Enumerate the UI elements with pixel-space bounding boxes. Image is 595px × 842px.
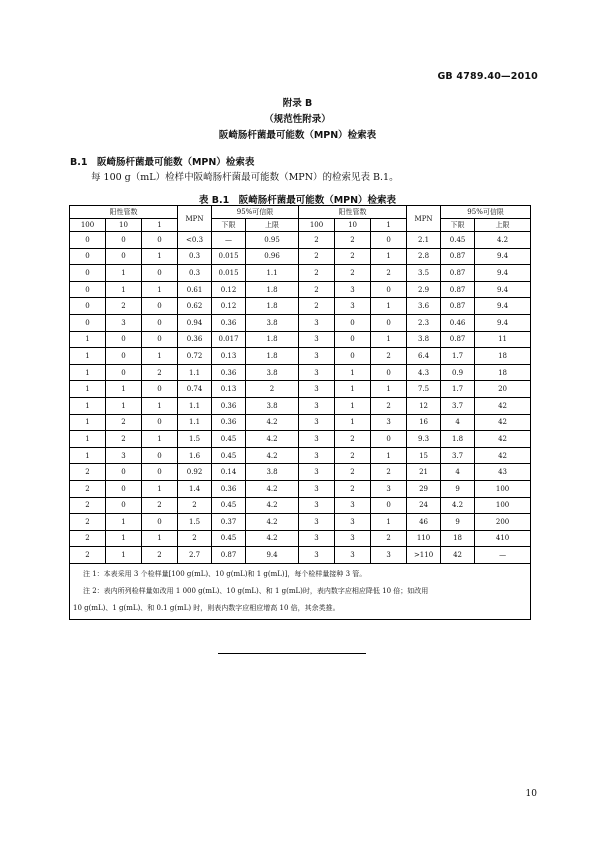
table-cell: 2 — [299, 265, 335, 282]
table-cell: 3 — [299, 514, 335, 531]
table-cell: 100 — [475, 480, 531, 497]
table-row — [70, 364, 531, 381]
table-cell: 2 — [70, 497, 106, 514]
table-cell: 29 — [407, 480, 441, 497]
table-row — [70, 431, 531, 448]
table-cell: 2 — [335, 265, 371, 282]
table-cell: 0 — [371, 431, 407, 448]
table-cell: 2 — [371, 397, 407, 414]
table-cell: 0.61 — [178, 281, 212, 298]
table-cell: 1 — [142, 480, 178, 497]
table-cell: 3 — [335, 547, 371, 564]
table-cell: 1.1 — [178, 397, 212, 414]
table-cell: 2.7 — [178, 547, 212, 564]
table-cell: 0.72 — [178, 348, 212, 365]
table-cell: 0.9 — [441, 364, 475, 381]
page-number: 10 — [525, 789, 537, 799]
table-cell: 1 — [335, 397, 371, 414]
table-cell: 1 — [142, 348, 178, 365]
table-cell: 3 — [299, 431, 335, 448]
table-cell: 2 — [335, 232, 371, 249]
table-cell: 0 — [142, 298, 178, 315]
table-cell: 3.8 — [246, 314, 299, 331]
table-row — [70, 248, 531, 265]
mpn-header: MPN — [178, 206, 212, 232]
table-cell: 3 — [371, 480, 407, 497]
table-cell: 3 — [299, 547, 335, 564]
table-cell: 1 — [371, 248, 407, 265]
table-cell: 43 — [475, 464, 531, 481]
table-cell: 0.45 — [212, 497, 246, 514]
table-cell: 1 — [142, 248, 178, 265]
dilution-header: 100 — [299, 219, 335, 232]
table-cell: 42 — [441, 547, 475, 564]
lower-limit-header: 下限 — [212, 219, 246, 232]
table-cell: 4.2 — [246, 497, 299, 514]
table-cell: 0 — [142, 265, 178, 282]
table-cell: 0.87 — [441, 298, 475, 315]
table-cell: 2.8 — [407, 248, 441, 265]
table-cell: 6.4 — [407, 348, 441, 365]
table-cell: 1.8 — [246, 331, 299, 348]
table-cell: 1 — [70, 414, 106, 431]
table-cell: 3 — [106, 447, 142, 464]
table-cell: 3.5 — [407, 265, 441, 282]
table-cell: 1 — [70, 364, 106, 381]
table-row — [70, 547, 531, 564]
table-cell: 3.8 — [246, 397, 299, 414]
table-cell: 0 — [70, 248, 106, 265]
table-notes — [70, 563, 531, 619]
table-cell: 110 — [407, 530, 441, 547]
table-cell: — — [475, 547, 531, 564]
table-cell: 3.6 — [407, 298, 441, 315]
table-cell: 9.4 — [475, 248, 531, 265]
table-cell: 0 — [335, 348, 371, 365]
table-cell: 0 — [106, 464, 142, 481]
table-cell: 0 — [142, 414, 178, 431]
table-cell: 0 — [371, 364, 407, 381]
table-cell: 0 — [371, 497, 407, 514]
table-cell: 9 — [441, 480, 475, 497]
table-cell: 3 — [335, 298, 371, 315]
table-cell: 0.87 — [441, 281, 475, 298]
table-cell: 0 — [142, 331, 178, 348]
table-cell: 1 — [70, 431, 106, 448]
table-cell: 2 — [299, 248, 335, 265]
table-cell: 4 — [441, 464, 475, 481]
table-cell: 0.13 — [212, 348, 246, 365]
table-cell: 4.2 — [246, 447, 299, 464]
table-cell: 0.62 — [178, 298, 212, 315]
table-cell: 4 — [441, 414, 475, 431]
upper-limit-header: 上限 — [246, 219, 299, 232]
table-cell: 1 — [106, 381, 142, 398]
table-cell: 3 — [299, 464, 335, 481]
ci-header: 95%可信限 — [212, 206, 299, 219]
table-cell: 0 — [106, 232, 142, 249]
table-cell: 2 — [178, 530, 212, 547]
table-cell: 9.3 — [407, 431, 441, 448]
table-cell: 3.8 — [246, 364, 299, 381]
table-row — [70, 397, 531, 414]
table-cell: 1 — [371, 514, 407, 531]
table-cell: 7.5 — [407, 381, 441, 398]
table-row — [70, 281, 531, 298]
table-cell: 0.017 — [212, 331, 246, 348]
table-cell: 3 — [299, 314, 335, 331]
table-cell: 2 — [106, 414, 142, 431]
table-cell: 0.95 — [246, 232, 299, 249]
table-cell: 21 — [407, 464, 441, 481]
table-cell: 3.8 — [246, 464, 299, 481]
table-cell: 0.36 — [212, 414, 246, 431]
table-cell: 3 — [299, 447, 335, 464]
table-cell: 1.7 — [441, 381, 475, 398]
table-cell: 2 — [371, 348, 407, 365]
table-cell: 0 — [142, 381, 178, 398]
appendix-type: （规范性附录） — [264, 114, 331, 125]
table-cell: 2 — [70, 480, 106, 497]
table-cell: 3.7 — [441, 397, 475, 414]
table-cell: 0 — [371, 281, 407, 298]
table-cell: 9.4 — [246, 547, 299, 564]
table-row — [70, 265, 531, 282]
table-cell: 2 — [70, 464, 106, 481]
table-cell: 3 — [299, 331, 335, 348]
table-cell: 9.4 — [475, 281, 531, 298]
table-cell: 1 — [335, 364, 371, 381]
dilution-header: 1 — [371, 219, 407, 232]
table-cell: 0.12 — [212, 298, 246, 315]
table-row — [70, 348, 531, 365]
table-row — [70, 530, 531, 547]
table-cell: 1.7 — [441, 348, 475, 365]
table-cell: 3 — [335, 497, 371, 514]
dilution-header: 100 — [70, 219, 106, 232]
table-cell: 3 — [335, 514, 371, 531]
table-cell: 3 — [299, 397, 335, 414]
table-cell: 2.9 — [407, 281, 441, 298]
table-cell: 1 — [335, 414, 371, 431]
table-cell: 2 — [142, 547, 178, 564]
section-text: 每 100 g（mL）检样中阪崎肠杆菌最可能数（MPN）的检索见表 B.1。 — [91, 172, 399, 183]
table-cell: 0 — [70, 281, 106, 298]
table-cell: 3 — [371, 547, 407, 564]
table-cell: 3 — [106, 314, 142, 331]
table-cell: 0.015 — [212, 248, 246, 265]
table-cell: 1.8 — [441, 431, 475, 448]
table-cell: 2 — [335, 447, 371, 464]
table-cell: 46 — [407, 514, 441, 531]
table-row — [70, 381, 531, 398]
table-cell: 2.1 — [407, 232, 441, 249]
table-cell: 0.46 — [441, 314, 475, 331]
ci-header: 95%可信限 — [441, 206, 531, 219]
table-cell: 4.2 — [246, 414, 299, 431]
table-cell: 0.92 — [178, 464, 212, 481]
table-cell: 18 — [475, 348, 531, 365]
table-cell: 1 — [106, 514, 142, 531]
table-cell: 1.5 — [178, 431, 212, 448]
table-cell: 42 — [475, 397, 531, 414]
table-cell: 1 — [142, 431, 178, 448]
table-cell: 1 — [371, 381, 407, 398]
table-cell: 3 — [299, 348, 335, 365]
table-cell: 18 — [441, 530, 475, 547]
table-cell: 1.6 — [178, 447, 212, 464]
table-cell: 3 — [371, 414, 407, 431]
table-cell: 0.14 — [212, 464, 246, 481]
table-cell: 2 — [142, 364, 178, 381]
table-cell: 0 — [106, 364, 142, 381]
table-cell: 0 — [70, 298, 106, 315]
table-cell: 4.2 — [246, 431, 299, 448]
table-cell: 0 — [142, 314, 178, 331]
table-cell: 1 — [142, 530, 178, 547]
table-cell: 0.96 — [246, 248, 299, 265]
positive-tubes-header: 阳性管数 — [299, 206, 407, 219]
table-cell: 1 — [142, 281, 178, 298]
table-cell: 2 — [335, 464, 371, 481]
appendix-subtitle: 阪崎肠杆菌最可能数（MPN）检索表 — [218, 130, 377, 141]
table-cell: 1 — [106, 281, 142, 298]
table-cell: 200 — [475, 514, 531, 531]
table-cell: 2 — [70, 547, 106, 564]
dilution-header: 10 — [335, 219, 371, 232]
table-cell: 2 — [371, 265, 407, 282]
dilution-header: 10 — [106, 219, 142, 232]
table-cell: 0.45 — [441, 232, 475, 249]
table-cell: 0.87 — [441, 248, 475, 265]
note-2: 注 2：表内所列检样量如改用 1 000 g(mL)、10 g(mL)、和 1 g(mL)时，表内数字应相应降低 10 倍；如改用 — [83, 586, 429, 595]
upper-limit-header: 上限 — [475, 219, 531, 232]
table-cell: 3.8 — [407, 331, 441, 348]
table-cell: >110 — [407, 547, 441, 564]
table-cell: 0 — [106, 497, 142, 514]
table-cell: 4.2 — [246, 530, 299, 547]
table-cell: 0 — [142, 232, 178, 249]
table-cell: 2 — [299, 298, 335, 315]
table-cell: 9.4 — [475, 314, 531, 331]
table-cell: 0.3 — [178, 248, 212, 265]
positive-tubes-header: 阳性管数 — [70, 206, 178, 219]
table-cell: 0.45 — [212, 447, 246, 464]
table-cell: 0.13 — [212, 381, 246, 398]
table-cell: <0.3 — [178, 232, 212, 249]
table-cell: 2 — [142, 497, 178, 514]
table-cell: 0 — [142, 464, 178, 481]
table-cell: 0.36 — [212, 364, 246, 381]
table-cell: 20 — [475, 381, 531, 398]
table-cell: 0.87 — [441, 331, 475, 348]
table-cell: 0 — [70, 265, 106, 282]
table-cell: 1.4 — [178, 480, 212, 497]
table-body — [70, 232, 531, 564]
table-cell: 0.94 — [178, 314, 212, 331]
table-cell: 1.5 — [178, 514, 212, 531]
table-cell: 2 — [70, 514, 106, 531]
table-cell: 0 — [70, 232, 106, 249]
table-cell: 1.8 — [246, 348, 299, 365]
table-cell: 42 — [475, 414, 531, 431]
table-cell: 3 — [299, 530, 335, 547]
table-row — [70, 298, 531, 315]
table-cell: 12 — [407, 397, 441, 414]
table-cell: 0 — [371, 232, 407, 249]
footnote-rule — [218, 653, 366, 654]
table-row — [70, 331, 531, 348]
table-cell: 3 — [335, 281, 371, 298]
table-cell: 0.3 — [178, 265, 212, 282]
table-cell: 1 — [142, 397, 178, 414]
table-cell: 0 — [106, 248, 142, 265]
table-cell: 0.12 — [212, 281, 246, 298]
table-cell: 1 — [371, 298, 407, 315]
table-cell: 2 — [299, 232, 335, 249]
table-cell: 3 — [299, 381, 335, 398]
table-cell: 0.37 — [212, 514, 246, 531]
table-cell: 1.1 — [178, 414, 212, 431]
table-cell: 1 — [106, 530, 142, 547]
table-cell: 0.45 — [212, 431, 246, 448]
table-row — [70, 414, 531, 431]
table-cell: 2 — [371, 530, 407, 547]
table-cell: 0.36 — [212, 480, 246, 497]
table-cell: 0.74 — [178, 381, 212, 398]
note-2-cont: 10 g(mL)、1 g(mL)、和 0.1 g(mL) 时，则表内数字应相应增高 10 倍，其余类推。 — [73, 603, 340, 612]
table-cell: 1 — [371, 447, 407, 464]
table-cell: 15 — [407, 447, 441, 464]
table-row — [70, 514, 531, 531]
table-cell: 4.2 — [475, 232, 531, 249]
table-cell: 0 — [106, 348, 142, 365]
table-cell: 9.4 — [475, 265, 531, 282]
table-cell: 1.1 — [178, 364, 212, 381]
table-cell: 9 — [441, 514, 475, 531]
table-cell: 11 — [475, 331, 531, 348]
table-row — [70, 497, 531, 514]
table-cell: 100 — [475, 497, 531, 514]
table-cell: 1 — [70, 397, 106, 414]
table-cell: 0 — [142, 447, 178, 464]
table-cell: 1 — [70, 447, 106, 464]
table-cell: 2 — [246, 381, 299, 398]
table-cell: 2 — [335, 480, 371, 497]
table-cell: 2 — [106, 298, 142, 315]
table-cell: 2 — [335, 248, 371, 265]
table-cell: 1 — [106, 265, 142, 282]
table-cell: 3 — [299, 480, 335, 497]
table-cell: 18 — [475, 364, 531, 381]
table-cell: 2 — [106, 431, 142, 448]
table-row — [70, 447, 531, 464]
table-cell: 2 — [299, 281, 335, 298]
table-cell: 0 — [70, 314, 106, 331]
table-cell: 2 — [70, 530, 106, 547]
table-cell: 0.87 — [212, 547, 246, 564]
table-cell: 3 — [335, 530, 371, 547]
table-cell: 0 — [335, 314, 371, 331]
table-cell: 410 — [475, 530, 531, 547]
table-cell: 3 — [299, 414, 335, 431]
table-cell: 1 — [70, 348, 106, 365]
standard-code: GB 4789.40—2010 — [437, 71, 538, 82]
table-cell: 1 — [106, 547, 142, 564]
table-cell: 2 — [335, 431, 371, 448]
table-row — [70, 232, 531, 249]
table-cell: 1.1 — [246, 265, 299, 282]
table-cell: 1 — [371, 331, 407, 348]
table-row — [70, 464, 531, 481]
table-cell: 0.36 — [212, 397, 246, 414]
appendix-title: 附录 B — [282, 98, 313, 109]
table-cell: 1 — [106, 397, 142, 414]
table-row — [70, 480, 531, 497]
table-cell: 1 — [70, 381, 106, 398]
dilution-header: 1 — [142, 219, 178, 232]
table-cell: 1.8 — [246, 281, 299, 298]
table-cell: 0.36 — [178, 331, 212, 348]
lower-limit-header: 下限 — [441, 219, 475, 232]
section-heading: B.1 阪崎肠杆菌最可能数（MPN）检索表 — [70, 157, 255, 168]
table-cell: 3 — [299, 497, 335, 514]
table-cell: 0 — [106, 480, 142, 497]
table-cell: 0 — [106, 331, 142, 348]
mpn-header: MPN — [407, 206, 441, 232]
table-cell: 0.015 — [212, 265, 246, 282]
table-cell: 4.2 — [441, 497, 475, 514]
table-cell: 4.3 — [407, 364, 441, 381]
table-cell: 0.87 — [441, 265, 475, 282]
table-cell: 4.2 — [246, 514, 299, 531]
table-cell: — — [212, 232, 246, 249]
table-cell: 24 — [407, 497, 441, 514]
note-1: 注 1：本表采用 3 个检样量[100 g(mL)、10 g(mL)和 1 g(mL)]，每个检样量接种 3 管。 — [83, 569, 367, 578]
table-row — [70, 314, 531, 331]
table-cell: 0.45 — [212, 530, 246, 547]
table-cell: 1 — [335, 381, 371, 398]
table-cell: 1 — [70, 331, 106, 348]
table-cell: 1.8 — [246, 298, 299, 315]
table-cell: 2.3 — [407, 314, 441, 331]
table-cell: 4.2 — [246, 480, 299, 497]
mpn-table — [69, 205, 531, 620]
table-cell: 16 — [407, 414, 441, 431]
table-cell: 0 — [335, 331, 371, 348]
table-caption: 表 B.1 阪崎肠杆菌最可能数（MPN）检索表 — [198, 195, 397, 206]
table-cell: 42 — [475, 447, 531, 464]
table-cell: 3 — [299, 364, 335, 381]
table-cell: 0.36 — [212, 314, 246, 331]
table-cell: 3.7 — [441, 447, 475, 464]
table-cell: 0 — [371, 314, 407, 331]
table-cell: 9.4 — [475, 298, 531, 315]
table-cell: 0 — [142, 514, 178, 531]
table-cell: 2 — [178, 497, 212, 514]
table-cell: 2 — [371, 464, 407, 481]
table-cell: 42 — [475, 431, 531, 448]
